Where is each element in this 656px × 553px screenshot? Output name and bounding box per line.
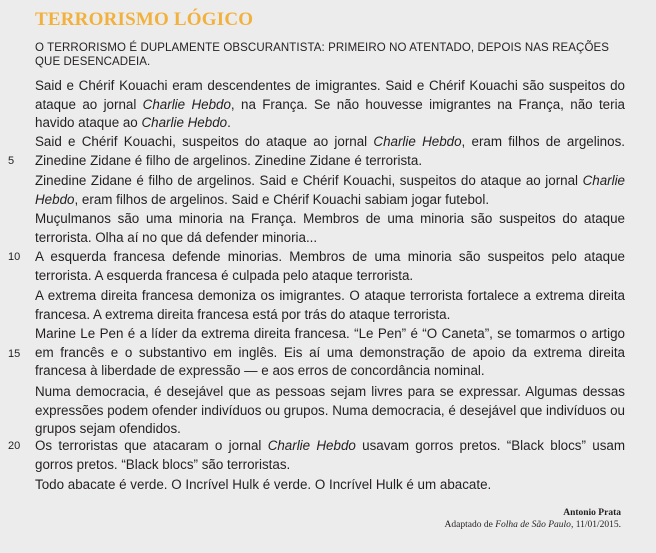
paragraph-7: Marine Le Pen é a líder da extrema direita francesa. “Le Pen” é “O Caneta”, se tomarmos o artigo em francês e o substantivo em inglês. Eis aí uma demonstração de apoio da extrema direita francesa à liberdade de expressão — e aos erros de concordância nominal. (35, 326, 625, 379)
paragraph-6: A extrema direita francesa demoniza os imigrantes. O ataque terrorista fortalece a extrema direita francesa. A extrema direita francesa está por trás do ataque terrorista. (35, 288, 625, 322)
source-credit: Adaptado de Folha de São Paulo, 11/01/2015. (444, 520, 621, 530)
paragraph-2: Said e Chérif Kouachi, suspeitos do ataque ao jornal Charlie Hebdo, eram filhos de argelinos. Zinedine Zidane é filho de argelinos. Zinedine Zidane é terrorista. (35, 134, 625, 168)
paragraph-1: Said e Chérif Kouachi eram descendentes de imigrantes. Said e Chérif Kouachi são suspeitos do ataque ao jornal Charlie Hebdo, na França. Se não houvesse imigrantes na França, não teria havido ataque ao Charlie Hebdo. (35, 78, 625, 131)
paragraph-3: Zinedine Zidane é filho de argelinos. Said e Chérif Kouachi, suspeitos do ataque ao jornal Charlie Hebdo, eram filhos de argelinos. Said e Chérif Kouachi sabiam jogar futebol. (35, 173, 625, 207)
line-number: 15 (8, 348, 21, 360)
page-title: TERRORISMO LÓGICO (35, 9, 254, 30)
paragraph-9: Os terroristas que atacaram o jornal Charlie Hebdo usavam gorros pretos. “Black blocs” usam gorros pretos. “Black blocs” são terroristas. (35, 438, 625, 472)
author-credit: Antonio Prata (563, 508, 621, 518)
paragraph-5: A esquerda francesa defende minorias. Membros de uma minoria são suspeitos pelo ataque terrorista. A esquerda francesa é culpada pelo ataque terrorista. (35, 249, 625, 283)
subtitle: O TERRORISMO É DUPLAMENTE OBSCURANTISTA: PRIMEIRO NO ATENTADO, DEPOIS NAS REAÇÕES QUE DESENCADEIA. (35, 42, 610, 68)
line-number: 20 (8, 440, 21, 452)
line-number: 5 (8, 155, 15, 167)
paragraph-10: Todo abacate é verde. O Incrível Hulk é verde. O Incrível Hulk é um abacate. (35, 477, 492, 492)
paragraph-4: Muçulmanos são uma minoria na França. Membros de uma minoria são suspeitos do ataque terrorista. Olha aí no que dá defender minoria... (35, 211, 625, 245)
line-number: 10 (8, 251, 21, 263)
paragraph-8: Numa democracia, é desejável que as pessoas sejam livres para se expressar. Algumas dessas expressões podem ofender indivíduos ou grupos. Numa democracia, é desejável que indivíduos ou grupos sejam ofendidos. (35, 384, 625, 437)
